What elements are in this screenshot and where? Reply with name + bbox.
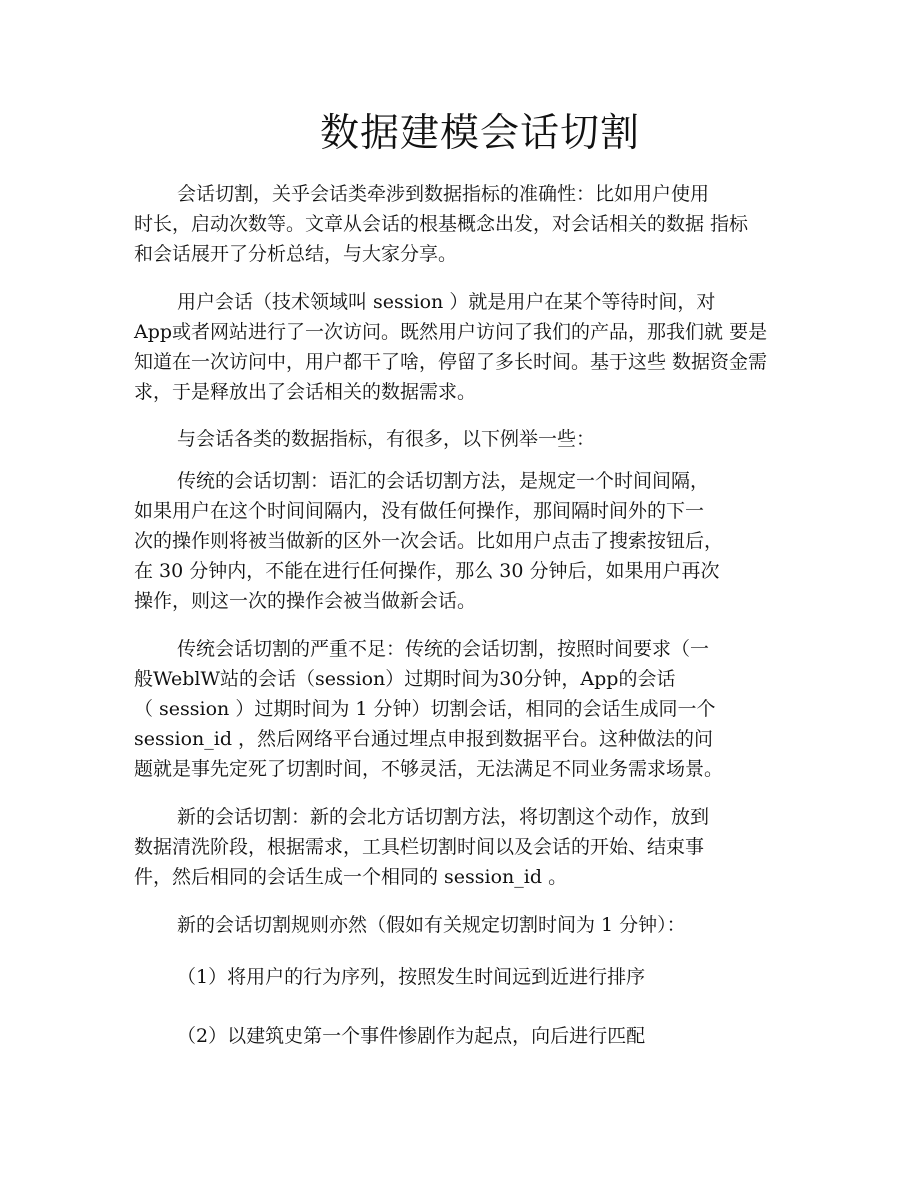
paragraph-metrics (134, 424, 804, 454)
paragraph-traditional-split (134, 466, 804, 616)
rule-item-1 (134, 962, 804, 992)
paragraph-line: 数据清洗阶段，根据需求，工具栏切割时间以及会话的开始、结束事 (134, 836, 705, 858)
paragraph-line: 件，然后相同的会话生成一个相同的 session_id 。 (134, 866, 568, 888)
paragraph-line: 次的操作则将被当做新的区外一次会话。比如用户点击了搜索按钮后， (134, 530, 724, 552)
paragraph-line: 求，于是释放出了会话相关的数据需求。 (134, 381, 477, 403)
paragraph-line: 知道在一次访问中，用户都干了啥，停留了多长时间。基于这些 数据资金需 (134, 351, 768, 373)
paragraph-line: 如果用户在这个时间间隔内，没有做任何操作，那间隔时间外的下一 (134, 500, 705, 522)
paragraph-line: 新的会话切割：新的会北方话切割方法，将切割这个动作，放到 (177, 806, 710, 828)
paragraph-line: 般WeblW站的会话（session）过期时间为30分钟，App的会话 (134, 668, 676, 690)
paragraph-line: 操作，则这一次的操作会被当做新会话。 (134, 590, 477, 612)
paragraph-line: 传统的会话切割：语汇的会话切割方法，是规定一个时间间隔， (177, 470, 710, 492)
paragraph-line: 会话切割，关乎会话类牵涉到数据指标的准确性：比如用户使用 (177, 183, 710, 205)
paragraph-user-session (134, 287, 804, 407)
rule-item-2 (134, 1021, 804, 1051)
paragraph-line: （1）将用户的行为序列，按照发生时间远到近进行排序 (177, 966, 646, 988)
paragraph-line: 在 30 分钟内，不能在进行任何操作，那么 30 分钟后，如果用户再次 (134, 560, 720, 582)
paragraph-line: （2）以建筑史第一个事件惨剧作为起点，向后进行匹配 (177, 1025, 646, 1047)
paragraph-new-split (134, 802, 804, 892)
paragraph-line: 新的会话切割规则亦然（假如有关规定切割时间为 1 分钟）： (177, 914, 686, 936)
paragraph-intro (134, 179, 804, 269)
paragraph-new-rules (134, 910, 804, 940)
paragraph-line: 用户会话（技术领域叫 session ）就是用户在某个等待时间，对 (177, 291, 716, 313)
page-title: 数据建模会话切割 (319, 111, 640, 156)
paragraph-line: 与会话各类的数据指标，有很多，以下例举一些： (177, 428, 596, 450)
paragraph-line: session_id ，然后网络平台通过埋点申报到数据平台。这种做法的问 (134, 728, 714, 750)
paragraph-line: 时长，启动次数等。文章从会话的根基概念出发，对会话相关的数据 指标 (134, 213, 749, 235)
paragraph-traditional-shortcoming (134, 634, 804, 784)
paragraph-line: 传统会话切割的严重不足：传统的会话切割，按照时间要求（一 (177, 638, 710, 660)
paragraph-line: 和会话展开了分析总结，与大家分享。 (134, 243, 458, 265)
paragraph-line: （ session ）过期时间为 1 分钟）切割会话，相同的会话生成同一个 (134, 698, 716, 720)
paragraph-line: App或者网站进行了一次访问。既然用户访问了我们的产品，那我们就 要是 (134, 321, 768, 343)
paragraph-line: 题就是事先定死了切割时间，不够灵活，无法满足不同业务需求场景。 (134, 758, 724, 780)
